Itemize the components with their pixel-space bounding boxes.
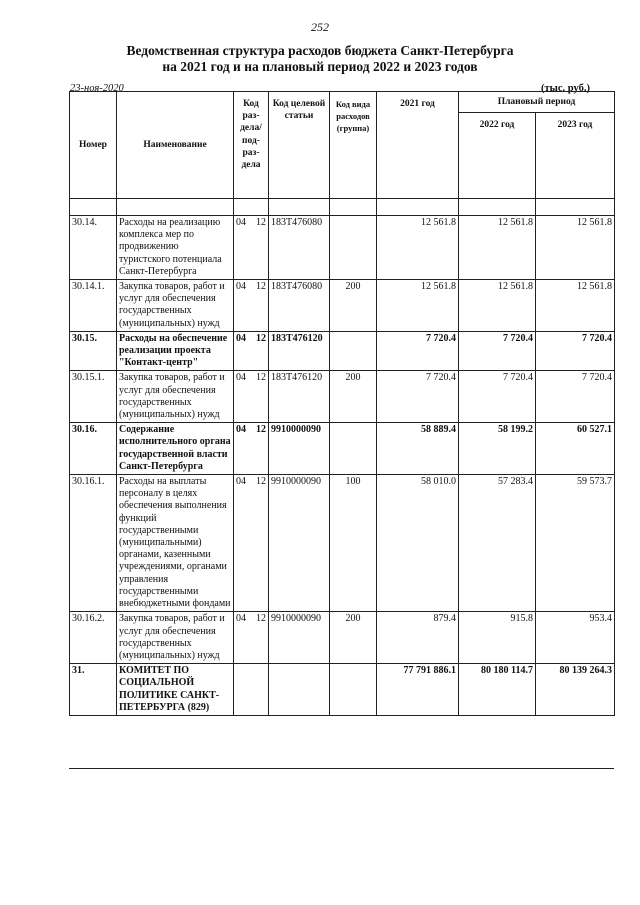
bottom-rule <box>69 768 614 769</box>
cell-target-article <box>269 664 330 716</box>
cell-2023: 7 720.4 <box>536 331 615 371</box>
title-line-1: Ведомственная структура расходов бюджета Санкт-Петербурга <box>126 43 514 58</box>
header-2021: 2021 год <box>377 92 459 199</box>
table-row <box>70 475 615 612</box>
cell-podrazdel: 12 <box>256 372 266 384</box>
header-2022: 2022 год <box>459 113 536 199</box>
cell-2021: 12 561.8 <box>377 216 459 280</box>
cell-razdel-podrazdel <box>234 612 269 664</box>
cell-number: 30.15.1. <box>70 371 117 423</box>
table-row <box>70 612 615 664</box>
cell-2022: 57 283.4 <box>459 475 536 612</box>
header-name: Наименование <box>117 92 234 199</box>
cell-expense-type <box>330 216 377 280</box>
cell-razdel-podrazdel <box>234 423 269 475</box>
cell-2022: 12 561.8 <box>459 216 536 280</box>
cell-razdel-podrazdel <box>234 371 269 423</box>
cell-2023: 953.4 <box>536 612 615 664</box>
cell-2021: 7 720.4 <box>377 371 459 423</box>
cell-number: 30.16. <box>70 423 117 475</box>
cell-name: Закупка товаров, работ и услуг для обеспечения государственных (муниципальных) нужд <box>117 280 234 332</box>
cell-razdel: 04 <box>236 217 246 228</box>
cell-2022: 915.8 <box>459 612 536 664</box>
cell-name: КОМИТЕТ ПО СОЦИАЛЬНОЙ ПОЛИТИКЕ САНКТ-ПЕТЕРБУРГА (829) <box>117 664 234 716</box>
cell-razdel: 04 <box>236 332 246 344</box>
cell-2021: 7 720.4 <box>377 331 459 371</box>
cell-number: 30.14.1. <box>70 280 117 332</box>
cell-2021: 12 561.8 <box>377 280 459 332</box>
cell-podrazdel: 12 <box>256 332 266 344</box>
title-line-2: на 2021 год и на плановый период 2022 и 2023 годов <box>162 59 478 74</box>
cell-2021: 58 889.4 <box>377 423 459 475</box>
cell-2021: 879.4 <box>377 612 459 664</box>
header-nomer: Номер <box>70 92 117 199</box>
cell-razdel: 04 <box>236 424 246 436</box>
cell-number: 30.15. <box>70 331 117 371</box>
cell-razdel-podrazdel <box>234 216 269 280</box>
cell-expense-type <box>330 664 377 716</box>
cell-name: Закупка товаров, работ и услуг для обеспечения государственных (муниципальных) нужд <box>117 612 234 664</box>
cell-2023: 80 139 264.3 <box>536 664 615 716</box>
cell-razdel-podrazdel <box>234 331 269 371</box>
cell-name: Закупка товаров, работ и услуг для обеспечения государственных (муниципальных) нужд <box>117 371 234 423</box>
cell-2022: 7 720.4 <box>459 331 536 371</box>
cell-razdel-podrazdel <box>234 664 269 716</box>
cell-target-article: 183Т476120 <box>269 371 330 423</box>
cell-expense-type: 100 <box>330 475 377 612</box>
cell-name: Содержание исполнительного органа государственной власти Санкт-Петербурга <box>117 423 234 475</box>
cell-expense-type: 200 <box>330 612 377 664</box>
header-kod-vida: Код вида расходов (группа) <box>330 92 377 199</box>
units-label: (тыс. руб.) <box>541 83 590 94</box>
cell-expense-type <box>330 423 377 475</box>
table-row <box>70 216 615 280</box>
cell-2021: 77 791 886.1 <box>377 664 459 716</box>
cell-2023: 7 720.4 <box>536 371 615 423</box>
cell-number: 30.14. <box>70 216 117 280</box>
cell-target-article: 9910000090 <box>269 612 330 664</box>
cell-2023: 12 561.8 <box>536 216 615 280</box>
cell-2023: 12 561.8 <box>536 280 615 332</box>
cell-razdel-podrazdel <box>234 280 269 332</box>
cell-podrazdel: 12 <box>256 217 266 228</box>
cell-2023: 59 573.7 <box>536 475 615 612</box>
cell-razdel-podrazdel <box>234 475 269 612</box>
header-kod-razdela: Код раз-дела/ под-раз-дела <box>234 92 269 199</box>
header-plan-period: Плановый период <box>459 92 615 113</box>
header-spacer-row <box>70 199 615 216</box>
cell-expense-type: 200 <box>330 280 377 332</box>
cell-podrazdel: 12 <box>256 476 266 488</box>
cell-target-article: 9910000090 <box>269 475 330 612</box>
cell-podrazdel: 12 <box>256 613 266 625</box>
cell-number: 30.16.2. <box>70 612 117 664</box>
page-number: 252 <box>311 20 329 34</box>
cell-2022: 7 720.4 <box>459 371 536 423</box>
header-2023: 2023 год <box>536 113 615 199</box>
cell-2021: 58 010.0 <box>377 475 459 612</box>
cell-number: 31. <box>70 664 117 716</box>
cell-2022: 58 199.2 <box>459 423 536 475</box>
cell-name: Расходы на выплаты персоналу в целях обеспечения выполнения функций государственными (муниципальными) органами, казенными учреждениями, органами управления государственными внебюджетными фондами <box>117 475 234 612</box>
cell-target-article: 183Т476080 <box>269 280 330 332</box>
document-date: 23-ноя-2020 <box>70 83 124 94</box>
cell-razdel: 04 <box>236 281 246 293</box>
cell-target-article: 9910000090 <box>269 423 330 475</box>
cell-name: Расходы на реализацию комплекса мер по продвижению туристского потенциала Санкт-Петербурга <box>117 216 234 280</box>
table-row <box>70 371 615 423</box>
cell-podrazdel: 12 <box>256 281 266 293</box>
cell-expense-type <box>330 331 377 371</box>
table-row <box>70 664 615 716</box>
cell-2022: 80 180 114.7 <box>459 664 536 716</box>
cell-razdel: 04 <box>236 476 246 488</box>
table-row <box>70 423 615 475</box>
cell-2023: 60 527.1 <box>536 423 615 475</box>
cell-expense-type: 200 <box>330 371 377 423</box>
table-row <box>70 280 615 332</box>
cell-podrazdel: 12 <box>256 424 266 436</box>
document-title <box>0 43 640 75</box>
cell-razdel: 04 <box>236 372 246 384</box>
budget-table <box>69 91 615 716</box>
cell-number: 30.16.1. <box>70 475 117 612</box>
cell-2022: 12 561.8 <box>459 280 536 332</box>
table-row <box>70 331 615 371</box>
cell-target-article: 183Т476080 <box>269 216 330 280</box>
cell-target-article: 183Т476120 <box>269 331 330 371</box>
cell-razdel: 04 <box>236 613 246 625</box>
cell-name: Расходы на обеспечение реализации проекта "Контакт-центр" <box>117 331 234 371</box>
header-kod-statyi: Код целевой статьи <box>269 92 330 199</box>
